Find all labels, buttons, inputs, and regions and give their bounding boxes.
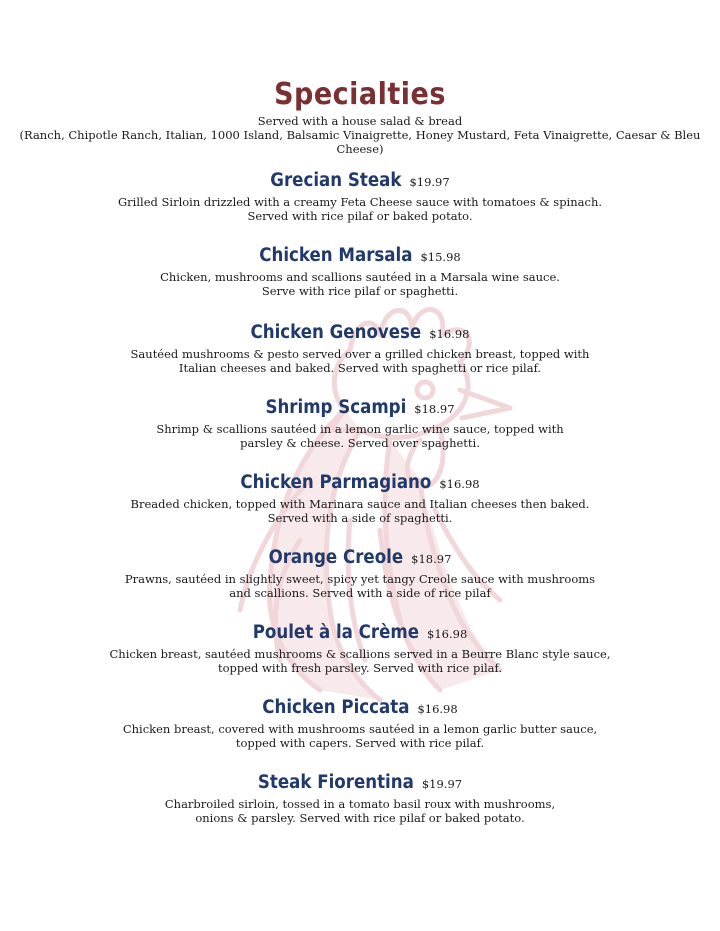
item-name: Chicken Piccata bbox=[262, 697, 410, 718]
item-description-line-1: Breaded chicken, topped with Marinara sauce and Italian cheeses then baked. bbox=[130, 497, 590, 511]
item-name: Chicken Parmagiano bbox=[240, 472, 432, 493]
menu-item-orange-creole bbox=[0, 545, 720, 600]
item-price: $18.97 bbox=[414, 402, 455, 416]
item-price: $19.97 bbox=[421, 777, 463, 791]
item-name: Orange Creole bbox=[268, 547, 404, 568]
menu-item-poulet-a-la-creme bbox=[0, 620, 720, 675]
item-description-line-1: Chicken breast, covered with mushrooms sautéed in a lemon garlic butter sauce, bbox=[122, 722, 598, 736]
item-name: Chicken Marsala bbox=[259, 245, 413, 266]
item-description-line-1: Sautéed mushrooms & pesto served over a grilled chicken breast, topped with bbox=[130, 347, 590, 361]
dressing-options: (Ranch, Chipotle Ranch, Italian, 1000 Island, Balsamic Vinaigrette, Honey Mustard, Feta Vinaigrette, Caesar & Bleu Cheese) bbox=[19, 128, 701, 156]
page-title: Specialties bbox=[274, 77, 446, 112]
item-description-line-1: Shrimp & scallions sautéed in a lemon garlic wine sauce, topped with bbox=[156, 422, 564, 436]
item-description-line-2: onions & parsley. Served with rice pilaf or baked potato. bbox=[195, 811, 525, 825]
item-price: $16.98 bbox=[427, 627, 468, 641]
item-description-line-2: Served with rice pilaf or baked potato. bbox=[247, 209, 473, 223]
item-price: $18.97 bbox=[411, 552, 452, 566]
item-description-line-2: parsley & cheese. Served over spaghetti. bbox=[240, 436, 480, 450]
item-name: Chicken Genovese bbox=[250, 322, 422, 343]
item-price: $15.98 bbox=[420, 250, 461, 264]
header-subtitle: Served with a house salad & bread bbox=[257, 114, 463, 128]
item-description-line-2: topped with fresh parsley. Served with rice pilaf. bbox=[217, 661, 503, 675]
menu-item-grecian-steak bbox=[0, 168, 720, 223]
menu-item-chicken-parmagiano bbox=[0, 470, 720, 525]
item-description-line-2: Serve with rice pilaf or spaghetti. bbox=[261, 284, 459, 298]
item-name: Grecian Steak bbox=[270, 170, 402, 191]
menu-item-chicken-genovese bbox=[0, 320, 720, 375]
item-price: $16.98 bbox=[417, 702, 458, 716]
item-price: $16.98 bbox=[429, 327, 470, 341]
item-name: Steak Fiorentina bbox=[257, 772, 414, 793]
menu-item-steak-fiorentina bbox=[0, 770, 720, 825]
item-description-line-1: Chicken, mushrooms and scallions sautéed in a Marsala wine sauce. bbox=[160, 270, 560, 284]
item-description-line-1: Prawns, sautéed in slightly sweet, spicy yet tangy Creole sauce with mushrooms bbox=[124, 572, 596, 586]
item-price: $19.97 bbox=[409, 175, 450, 189]
item-description-line-1: Grilled Sirloin drizzled with a creamy Feta Cheese sauce with tomatoes & spinach. bbox=[117, 195, 603, 209]
item-description-line-2: Italian cheeses and baked. Served with spaghetti or rice pilaf. bbox=[178, 361, 542, 375]
item-description-line-2: and scallions. Served with a side of rice pilaf bbox=[229, 586, 491, 600]
menu-item-chicken-marsala bbox=[0, 243, 720, 298]
menu-item-shrimp-scampi bbox=[0, 395, 720, 450]
item-name: Shrimp Scampi bbox=[265, 397, 407, 418]
menu-item-chicken-piccata bbox=[0, 695, 720, 750]
item-description-line-2: Served with a side of spaghetti. bbox=[267, 511, 453, 525]
menu-header bbox=[0, 76, 720, 156]
item-price: $16.98 bbox=[439, 477, 480, 491]
item-description-line-2: topped with capers. Served with rice pilaf. bbox=[235, 736, 485, 750]
item-name: Poulet à la Crème bbox=[252, 622, 420, 643]
item-description-line-1: Charbroiled sirloin, tossed in a tomato basil roux with mushrooms, bbox=[164, 797, 556, 811]
item-description-line-1: Chicken breast, sautéed mushrooms & scallions served in a Beurre Blanc style sauce, bbox=[109, 647, 611, 661]
